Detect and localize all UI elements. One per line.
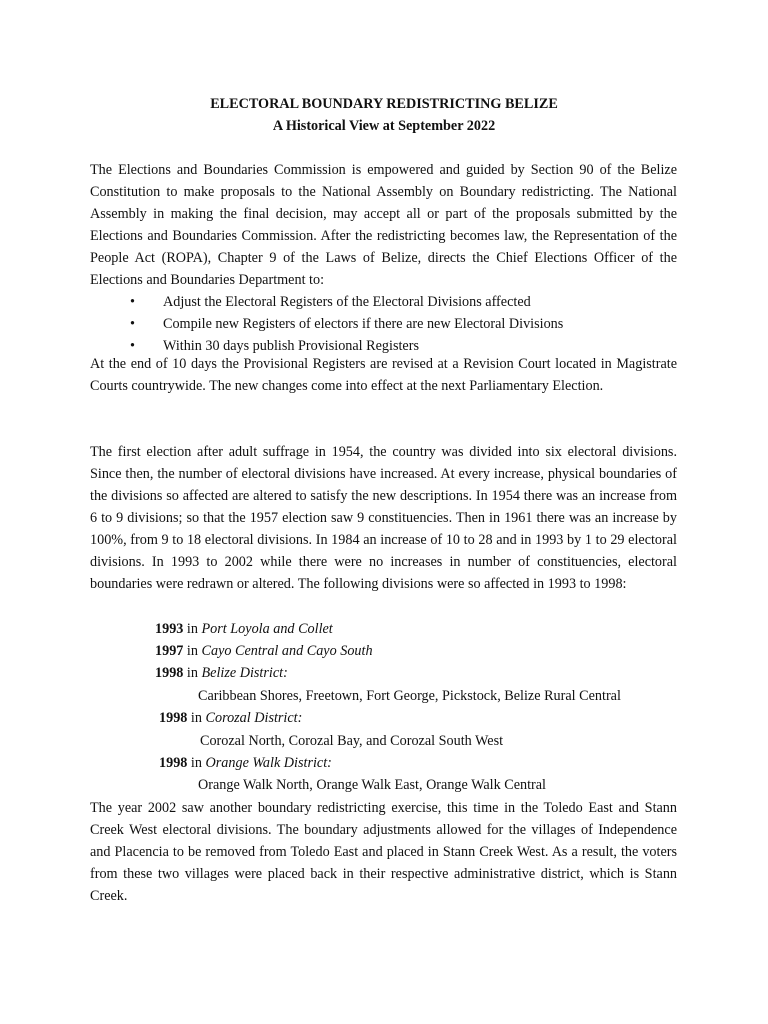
list-item: • Compile new Registers of electors if there are new Electoral Divisions [130, 313, 563, 335]
affected-entry: 1998 in Orange Walk District: [159, 755, 332, 771]
affected-entry: 1997 in Cayo Central and Cayo South [155, 643, 373, 659]
intro-paragraph: The Elections and Boundaries Commission is empowered and guided by Section 90 of the Belize Constitution to make proposals to the National Assembly on Boundary redistricting. The National Assembly in making the final decision, may accept all or part of the proposals submitted by the Elections and Boundaries Commission. After the redistricting becomes law, the Representation of the People Act (ROPA), Chapter 9 of the Laws of Belize, directs the Chief Elections Officer of the Elections and Boundaries Department to: [90, 162, 677, 288]
affected-divisions: Corozal North, Corozal Bay, and Corozal South West [200, 733, 504, 749]
bullet-icon: • [130, 338, 135, 354]
duties-list [130, 291, 563, 357]
document-subtitle: A Historical View at September 2022 [272, 118, 496, 134]
document-title: ELECTORAL BOUNDARY REDISTRICTING BELIZE [210, 96, 558, 112]
affected-divisions: Orange Walk North, Orange Walk East, Orange Walk Central [198, 777, 546, 793]
bullet-icon: • [130, 294, 135, 310]
revision-paragraph: At the end of 10 days the Provisional Registers are revised at a Revision Court located in Magistrate Courts countrywide. The new changes come into effect at the next Parliamentary Election. [90, 356, 677, 394]
history-paragraph: The first election after adult suffrage in 1954, the country was divided into six electoral divisions. Since then, the number of electoral divisions have increased. At every increase, physical boundaries of the divisions so affected are altered to satisfy the new descriptions. In 1954 there was an increase from 6 to 9 divisions; so that the 1957 election saw 9 constituencies. Then in 1961 there was an increase by 100%, from 9 to 18 electoral divisions. In 1984 an increase of 10 to 28 and in 1993 by 1 to 29 electoral divisions. In 1993 to 2002 while there were no increases in number of constituencies, electoral boundaries were redrawn or altered. The following divisions were so affected in 1993 to 1998: [90, 444, 677, 592]
list-item: • Within 30 days publish Provisional Registers [130, 335, 563, 357]
affected-entry: 1998 in Corozal District: [159, 710, 303, 726]
year-2002-paragraph: The year 2002 saw another boundary redistricting exercise, this time in the Toledo East and Stann Creek West electoral divisions. The boundary adjustments allowed for the villages of Independence and Placencia to be removed from Toledo East and placed in Stann Creek West. As a result, the voters from these two villages were placed back in their respective administrative district, which is Stann Creek. [90, 800, 677, 904]
affected-entry: 1998 in Belize District: [155, 665, 288, 681]
bullet-icon: • [130, 316, 135, 332]
list-item: • Adjust the Electoral Registers of the Electoral Divisions affected [130, 291, 563, 313]
affected-entry: 1993 in Port Loyola and Collet [155, 621, 333, 637]
affected-divisions: Caribbean Shores, Freetown, Fort George, Pickstock, Belize Rural Central [198, 688, 621, 704]
